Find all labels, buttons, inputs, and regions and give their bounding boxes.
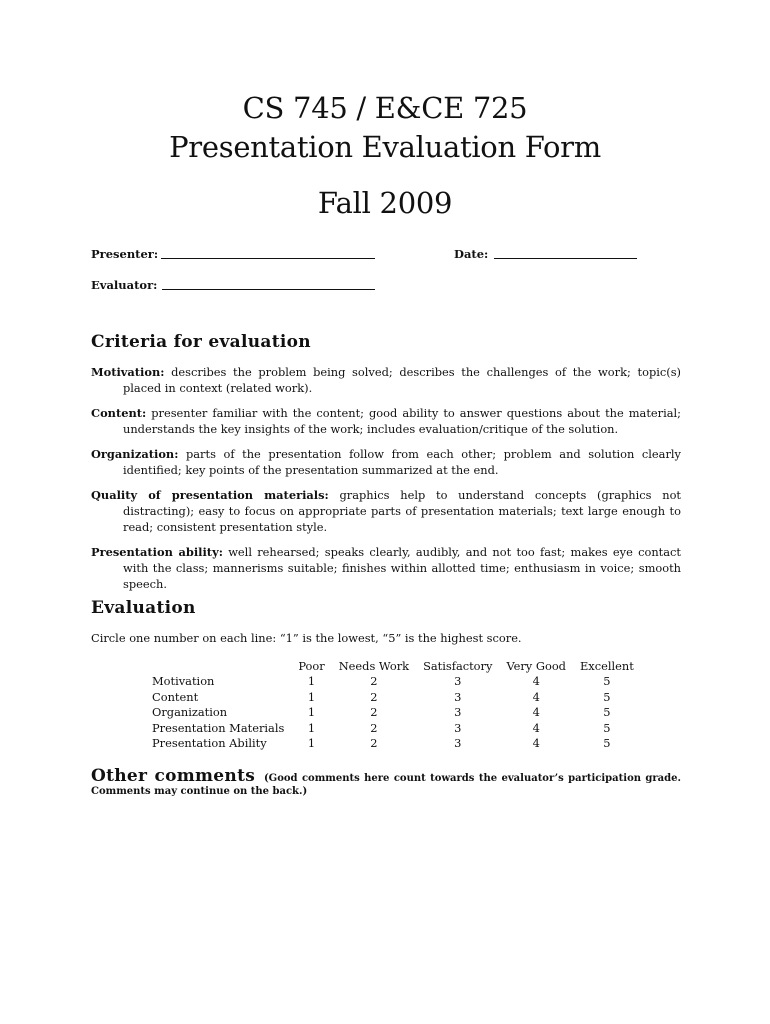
score-row bbox=[147, 690, 641, 706]
score-option[interactable]: 2 bbox=[370, 705, 378, 719]
score-row bbox=[147, 721, 641, 737]
score-table bbox=[147, 659, 641, 752]
criterion-description: well rehearsed; speaks clearly, audibly, and not too fast; makes eye contact with the class; mannerisms suitable; finishes within allotted time; enthusiasm in voice; smooth speech. bbox=[123, 545, 681, 591]
score-option[interactable]: 4 bbox=[532, 689, 540, 704]
score-option[interactable]: 3 bbox=[454, 720, 462, 735]
criterion-term: Motivation: bbox=[91, 365, 165, 379]
score-option[interactable]: 3 bbox=[454, 689, 462, 704]
other-comments-heading: Other comments bbox=[91, 766, 256, 786]
criterion-term: Presentation ability: bbox=[91, 545, 223, 559]
score-row bbox=[147, 705, 641, 721]
score-option[interactable]: 3 bbox=[454, 705, 462, 719]
score-option[interactable]: 2 bbox=[370, 720, 378, 735]
column-header-satisfactory: Satisfactory bbox=[423, 659, 493, 673]
score-option[interactable]: 5 bbox=[603, 705, 611, 719]
column-header-excellent: Excellent bbox=[579, 659, 634, 673]
score-option[interactable]: 5 bbox=[603, 689, 611, 704]
criterion-term: Quality of presentation materials: bbox=[91, 488, 329, 502]
date-label: Date: bbox=[454, 247, 489, 261]
score-option[interactable]: 5 bbox=[603, 720, 611, 735]
criteria-list bbox=[91, 364, 681, 601]
score-option[interactable]: 1 bbox=[307, 689, 316, 704]
score-table-body bbox=[147, 674, 641, 752]
criterion-term: Content: bbox=[91, 406, 147, 420]
score-option[interactable]: 2 bbox=[370, 689, 378, 704]
column-header-very-good: Very Good bbox=[506, 659, 566, 673]
criterion-organization bbox=[91, 446, 681, 478]
date-field-line[interactable] bbox=[494, 258, 637, 259]
criteria-heading: Criteria for evaluation bbox=[91, 332, 311, 352]
score-table-header bbox=[147, 659, 641, 674]
other-comments-note: (Good comments here count towards the evaluator’s participation grade. Comments may continue on the back.) bbox=[91, 773, 681, 797]
evaluator-label: Evaluator: bbox=[91, 278, 158, 292]
score-option[interactable]: 5 bbox=[603, 674, 611, 688]
criterion-column-header bbox=[147, 659, 291, 674]
other-comments bbox=[91, 766, 681, 798]
score-row-criterion: Presentation Ability bbox=[152, 736, 267, 750]
score-option[interactable]: 2 bbox=[370, 736, 378, 750]
score-option[interactable]: 3 bbox=[454, 736, 462, 750]
evaluation-heading: Evaluation bbox=[91, 598, 196, 618]
presenter-field-line[interactable] bbox=[161, 258, 375, 259]
score-option[interactable]: 4 bbox=[532, 736, 540, 750]
column-header-needs-work: Needs Work bbox=[338, 659, 410, 673]
score-option[interactable]: 4 bbox=[532, 674, 540, 688]
term-title: Fall 2009 bbox=[317, 186, 453, 220]
presenter-label: Presenter: bbox=[91, 247, 159, 261]
score-option[interactable]: 3 bbox=[454, 674, 462, 688]
score-option[interactable]: 5 bbox=[603, 736, 611, 750]
criterion-quality-materials bbox=[91, 487, 681, 535]
criterion-description: graphics help to understand concepts (graphics not distracting); easy to focus on appropriate parts of presentation materials; text large enough to read; consistent presentation style. bbox=[123, 488, 682, 534]
criterion-motivation bbox=[91, 364, 681, 396]
column-header-poor: Poor bbox=[298, 659, 325, 673]
score-option[interactable]: 4 bbox=[532, 705, 540, 719]
score-row bbox=[147, 736, 641, 752]
score-row bbox=[147, 674, 641, 690]
score-row-criterion: Content bbox=[152, 689, 199, 704]
score-row-criterion: Motivation bbox=[152, 674, 215, 688]
course-title: CS 745 / E&CE 725 bbox=[242, 91, 528, 125]
score-option[interactable]: 4 bbox=[532, 720, 540, 735]
score-option[interactable]: 1 bbox=[307, 720, 316, 735]
evaluator-field-line[interactable] bbox=[162, 289, 375, 290]
criterion-description: describes the problem being solved; describes the challenges of the work; topic(s) placed in context (related work). bbox=[123, 365, 681, 395]
score-row-criterion: Presentation Materials bbox=[152, 720, 285, 735]
criterion-description: parts of the presentation follow from each other; problem and solution clearly identified; key points of the presentation summarized at the end. bbox=[123, 447, 681, 477]
evaluation-instructions: Circle one number on each line: “1” is the lowest, “5” is the highest score. bbox=[91, 631, 522, 645]
criterion-content bbox=[91, 405, 681, 437]
score-option[interactable]: 1 bbox=[307, 705, 316, 719]
score-row-criterion: Organization bbox=[152, 705, 228, 719]
score-option[interactable]: 1 bbox=[307, 736, 316, 750]
form-title: Presentation Evaluation Form bbox=[169, 130, 601, 164]
criterion-presentation-ability bbox=[91, 544, 681, 592]
criterion-term: Organization: bbox=[91, 447, 179, 461]
score-option[interactable]: 1 bbox=[307, 674, 316, 688]
criterion-description: presenter familiar with the content; good ability to answer questions about the material; understands the key insights of the work; includes evaluation/critique of the solution. bbox=[123, 406, 681, 436]
score-option[interactable]: 2 bbox=[370, 674, 378, 688]
